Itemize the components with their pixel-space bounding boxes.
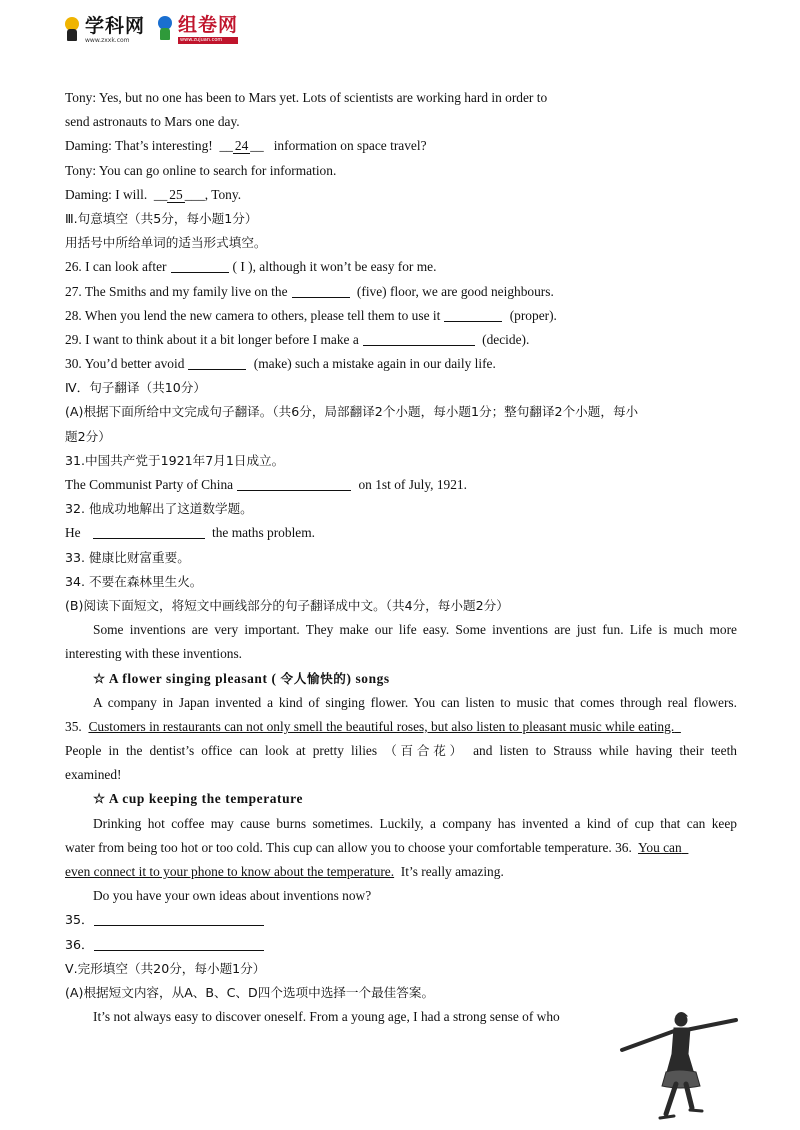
question-29: 29. I want to think about it a bit longer before I make a (decide).: [65, 331, 530, 347]
question-27: 27. The Smiths and my family live on the (five) floor, we are good neighbours.: [65, 283, 554, 299]
logo-url: www.zxxk.com: [85, 37, 130, 44]
dialog-line: Daming: That’s interesting! __ 24 __ information on space travel?: [65, 138, 427, 154]
mascot-icon: [62, 17, 82, 43]
zujuan-logo: [155, 16, 238, 44]
answer-blank[interactable]: [444, 307, 502, 322]
passage-line: Drinking hot coffee may cause burns sometimes. Luckily, a company has invented a kind of cup that can keep: [93, 815, 737, 831]
underlined-sentence-36: You can: [638, 839, 682, 855]
logo-title: 学科网: [85, 15, 146, 37]
blank-25: 25: [169, 186, 183, 202]
answer-blank[interactable]: [94, 911, 264, 926]
question-32-prompt: 32. 他成功地解出了这道数学题。: [65, 501, 253, 517]
dialog-line: Daming: I will. __ 25 ___, Tony.: [65, 186, 242, 202]
passage-heading: ☆ A flower singing pleasant ( 令人愉快的) songs: [93, 670, 390, 686]
answer-35: 35．: [65, 908, 737, 932]
question-31-prompt: 31.中国共产党于1921年7月1日成立。: [65, 452, 285, 468]
logo-url: www.zujuan.com: [178, 37, 238, 44]
instruction: (A)根据短文内容，从A、B、C、D四个选项中选择一个最佳答案。: [65, 984, 435, 1000]
question-26: 26. I can look after ( I ), although it won’t be easy for me.: [65, 259, 437, 275]
instruction: (A)根据下面所给中文完成句子翻译。（共6分，局部翻译2个小题，每小题1分；整句翻译2个小题，每小: [65, 404, 639, 420]
figure-skater-illustration: [614, 1010, 744, 1125]
question-31: The Communist Party of China on 1st of July, 1921.: [65, 477, 467, 492]
passage-line: examined!: [65, 767, 122, 783]
question-30: 30. You’d better avoid (make) such a mistake again in our daily life.: [65, 356, 496, 372]
graduate-icon: [155, 16, 175, 42]
passage-line: even connect it to your phone to know about the temperature. It’s really amazing.: [65, 864, 504, 879]
instruction: (B)阅读下面短文，将短文中画线部分的句子翻译成中文。（共4分，每小题2分）: [65, 597, 509, 613]
question-32: He the maths problem.: [65, 525, 315, 541]
passage-line: interesting with these inventions.: [65, 646, 243, 662]
answer-blank[interactable]: [188, 355, 246, 370]
passage-line: Do you have your own ideas about inventions now?: [93, 888, 372, 904]
answer-blank[interactable]: [363, 331, 475, 346]
question-28: 28. When you lend the new camera to others, please tell them to use it (proper).: [65, 307, 557, 323]
instruction: 题2分）: [65, 428, 111, 444]
passage-line: It’s not always easy to discover oneself. From a young age, I had a strong sense of who: [93, 1009, 560, 1025]
dialog-line: Tony: Yes, but no one has been to Mars yet. Lots of scientists are working hard in order to: [65, 90, 548, 105]
underlined-sentence-35: Customers in restaurants can not only smell the beautiful roses, but also listen to pleasant music while eating.: [88, 718, 675, 734]
question-33-prompt: 33. 健康比财富重要。: [65, 549, 190, 565]
exam-content: [65, 86, 737, 1029]
zxxk-logo: [62, 17, 145, 44]
instruction: 用括号中所给单词的适当形式填空。: [65, 235, 267, 251]
passage-heading: ☆ A cup keeping the temperature: [93, 791, 304, 807]
passage-line: Some inventions are very important. They make our life easy. Some inventions are just fun. Life is much more: [93, 622, 737, 638]
answer-36: 36．: [65, 933, 737, 957]
dialog-line: Tony: You can go online to search for information.: [65, 162, 337, 178]
logo-title: 组卷网: [178, 14, 239, 36]
passage-line: People in the dentist’s office can look at pretty lilies （百合花） and listen to Strauss while having their teeth: [65, 743, 737, 759]
blank-24: 24: [234, 138, 249, 154]
dialog-line: send astronauts to Mars one day.: [65, 114, 240, 130]
passage-line: water from being too hot or too cold. This cup can allow you to choose your comfortable temperature. 36. You can: [65, 839, 682, 855]
answer-blank[interactable]: [93, 524, 205, 539]
section-title: Ⅴ.完形填空（共20分，每小题1分）: [65, 960, 266, 976]
passage-line: 35. Customers in restaurants can not only smell the beautiful roses, but also listen to pleasant music while eating.: [65, 718, 675, 734]
question-34-prompt: 34. 不要在森林里生火。: [65, 573, 203, 589]
answer-blank[interactable]: [171, 258, 229, 273]
answer-blank[interactable]: [94, 936, 264, 951]
section-title: Ⅳ．句子翻译（共10分）: [65, 380, 206, 396]
underlined-sentence-36-cont: even connect it to your phone to know about the temperature.: [65, 864, 395, 879]
answer-blank[interactable]: [292, 283, 350, 298]
answer-blank[interactable]: [237, 476, 351, 491]
passage-line: A company in Japan invented a kind of singing flower. You can listen to music that comes through real flowers.: [93, 694, 737, 710]
page-header: [62, 10, 238, 44]
section-title: Ⅲ.句意填空（共5分，每小题1分）: [65, 210, 258, 226]
